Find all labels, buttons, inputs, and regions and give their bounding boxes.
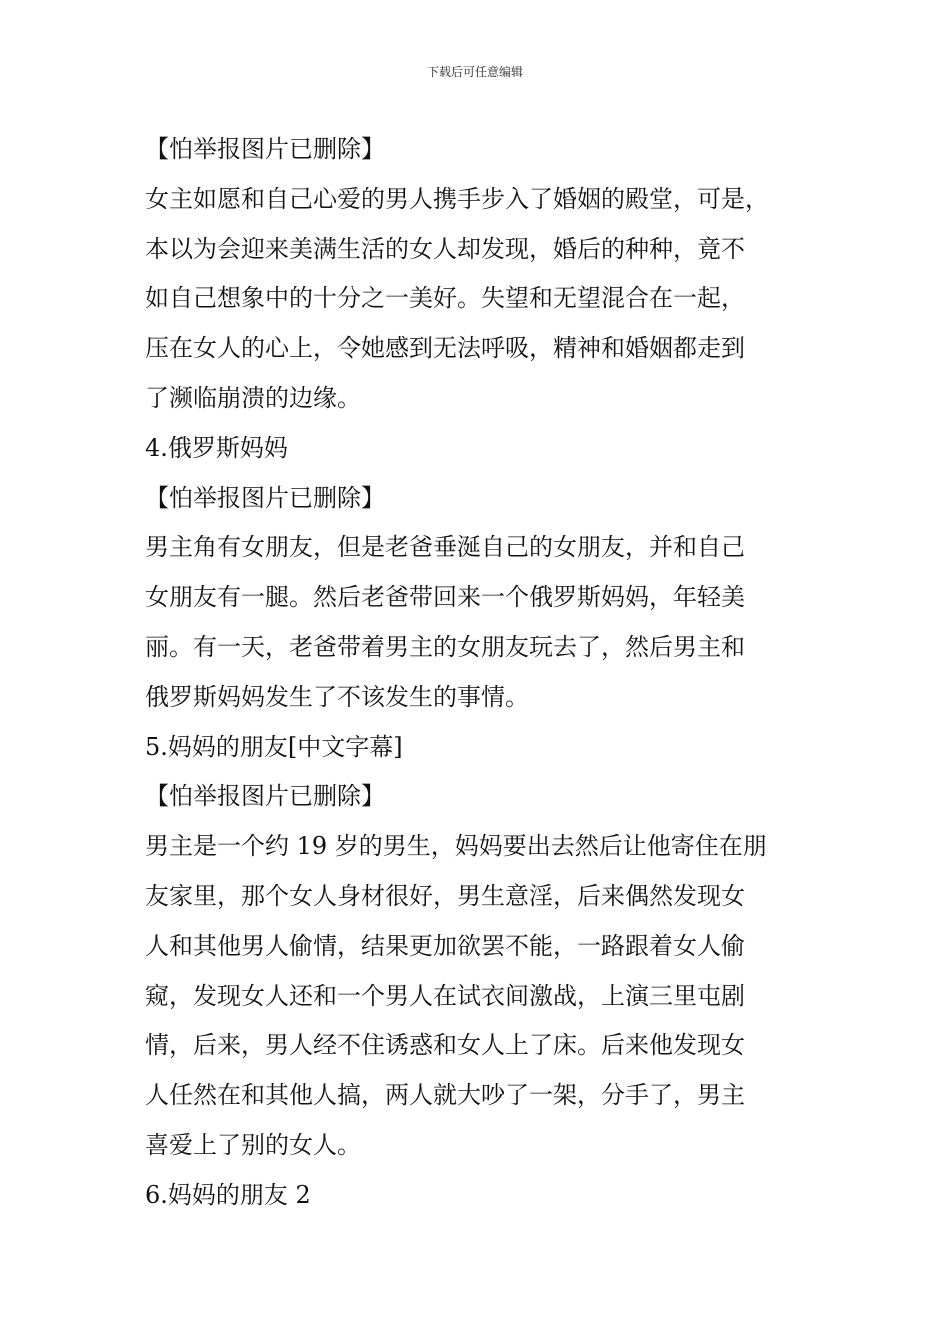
document-body — [145, 125, 807, 1221]
paragraph-line: 本以为会迎来美满生活的女人却发现，婚后的种种，竟不 — [145, 234, 745, 263]
image-removed-note: 【怕举报图片已删除】 — [145, 135, 385, 163]
paragraph-line: 俄罗斯妈妈发生了不该发生的事情。 — [145, 682, 529, 711]
paragraph-line: 了濒临崩溃的边缘。 — [145, 383, 361, 412]
paragraph-line: 情，后来，男人经不住诱惑和女人上了床。后来他发现女 — [145, 1031, 745, 1060]
paragraph-line: 窥，发现女人还和一个男人在试衣间激战，上演三里屯剧 — [145, 981, 745, 1010]
section-heading: 5.妈妈的朋友[中文字幕] — [145, 732, 403, 761]
paragraph-line: 如自己想象中的十分之一美好。失望和无望混合在一起， — [145, 284, 745, 313]
paragraph-line: 喜爱上了别的女人。 — [145, 1130, 361, 1159]
section-heading: 4.俄罗斯妈妈 — [145, 433, 288, 462]
section-heading: 6.妈妈的朋友 2 — [145, 1180, 311, 1209]
page-header: 下载后可任意编辑 — [426, 65, 523, 79]
paragraph-line: 女主如愿和自己心爱的男人携手步入了婚姻的殿堂，可是， — [145, 184, 769, 213]
image-removed-note: 【怕举报图片已删除】 — [145, 483, 385, 512]
paragraph-line: 压在女人的心上，令她感到无法呼吸，精神和婚姻都走到 — [145, 334, 745, 363]
paragraph-line: 友家里，那个女人身材很好，男生意淫，后来偶然发现女 — [145, 881, 745, 910]
paragraph-line: 男主是一个约 19 岁的男生，妈妈要出去然后让他寄住在朋 — [145, 832, 767, 861]
paragraph-line: 丽。有一天，老爸带着男主的女朋友玩去了，然后男主和 — [145, 632, 745, 661]
image-removed-note: 【怕举报图片已删除】 — [145, 782, 385, 811]
paragraph-line: 男主角有女朋友，但是老爸垂涎自己的女朋友，并和自己 — [145, 533, 745, 562]
paragraph-line: 人任然在和其他人搞，两人就大吵了一架，分手了，男主 — [145, 1081, 745, 1110]
paragraph-line: 女朋友有一腿。然后老爸带回来一个俄罗斯妈妈，年轻美 — [145, 583, 745, 612]
paragraph-line: 人和其他男人偷情，结果更加欲罢不能，一路跟着女人偷 — [145, 931, 745, 960]
